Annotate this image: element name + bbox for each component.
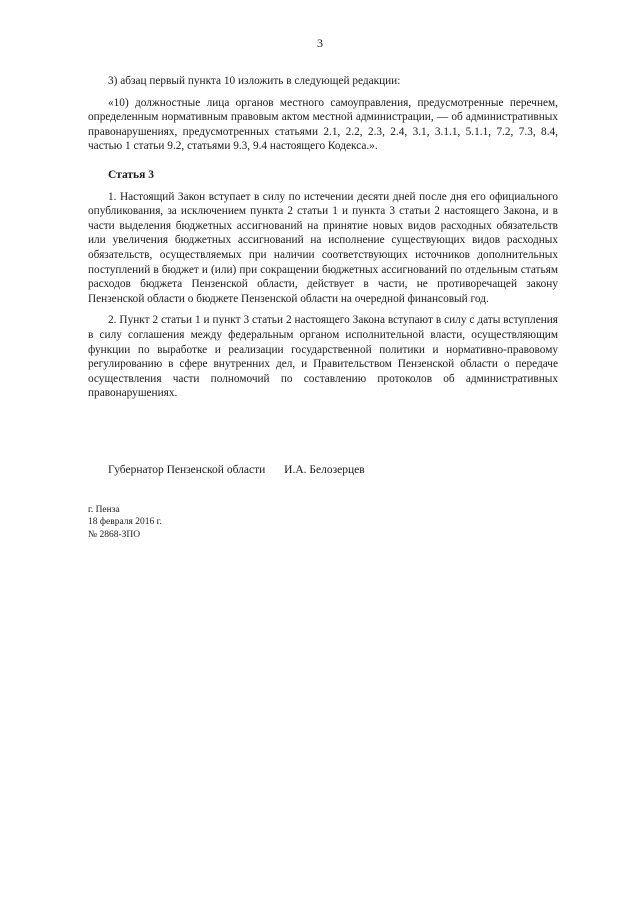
article-heading: Статья 3 [108, 168, 154, 181]
article-clause-1: 1. Настоящий Закон вступает в силу по истечении десяти дней после дня его официального опубликования, за исключением пункта 2 статьи 1 и пункта 3 статьи 2 настоящего Закона, и в части выделения бюджетных ассигнований на принятие новых видов расходных обязательств или увеличения бюджетных ассигнований на исполнение существующих видов расходных обязательств, осуществляемых при наличии соответствующих источников дополнительных поступлений в бюджет и (или) при сокращении бюджетных ассигнований по отдельным статьям расходов бюджета Пензенской области, действует в части, не противоречащей закону Пензенской области о бюджете Пензенской области на очередной финансовый год. [88, 190, 558, 305]
amendment-quote: «10) должностные лица органов местного самоуправления, предусмотренные перечнем, определенным нормативным правовым актом местной администрации, — об административных правонарушениях, предусмотренных статьями 2.1, 2.2, 2.3, 2.4, 3.1, 3.1.1, 5.1.1, 7.2, 7.3, 8.4, частью 1 статьи 9.2, статьями 9.3, 9.4 настоящего Кодекса.». [88, 96, 558, 153]
article-clause-2: 2. Пункт 2 статьи 1 и пункт 3 статьи 2 настоящего Закона вступают в силу с даты вступления в силу соглашения между федеральным органом исполнительной власти, осуществляющим функции по выработке и реализации государственной политики и нормативно-правовому регулированию в сфере внутренних дел, и Правительством Пензенской области о передаче осуществления части полномочий по составлению протоколов об административных правонарушениях. [88, 314, 558, 400]
signature-block [108, 464, 365, 476]
footer-date: 18 февраля 2016 г. [88, 517, 162, 528]
footer-doc-number: № 2868-ЗПО [88, 529, 141, 540]
document-body [88, 74, 558, 401]
document-footer [88, 504, 162, 541]
signatory-title: Губернатор Пензенской области [108, 464, 266, 476]
signatory-name: И.А. Белозерцев [284, 464, 365, 476]
page-number: 3 [317, 36, 323, 50]
amendment-item-3: 3) абзац первый пункта 10 изложить в следующей редакции: [108, 75, 401, 87]
footer-city: г. Пенза [88, 505, 120, 515]
